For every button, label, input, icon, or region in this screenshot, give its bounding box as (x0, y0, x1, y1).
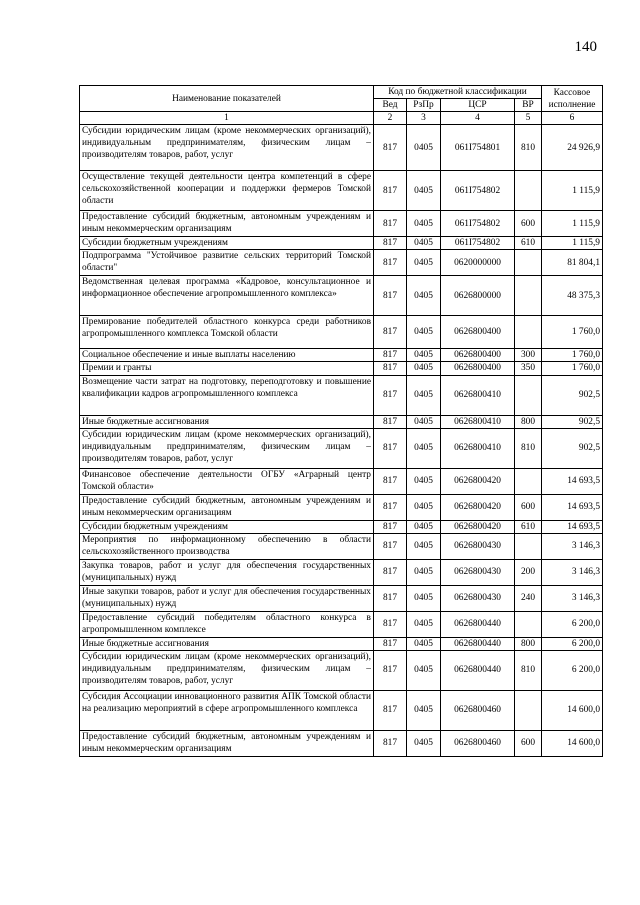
table-row (80, 349, 603, 362)
cell-vr (515, 611, 542, 637)
cell-rzpr: 0405 (407, 468, 441, 494)
cell-rzpr: 0405 (407, 362, 441, 375)
cell-csr: 0626800410 (441, 375, 515, 415)
cell-amount: 14 693,5 (542, 520, 603, 533)
cell-vr: 810 (515, 650, 542, 690)
table-row (80, 730, 603, 756)
cell-rzpr: 0405 (407, 237, 441, 250)
cell-rzpr: 0405 (407, 494, 441, 520)
cell-name: Социальное обеспечение и иные выплаты населению (80, 349, 374, 362)
table-row (80, 533, 603, 559)
cell-name: Субсидии юридическим лицам (кроме некоммерческих организаций), индивидуальным предпринимателям, физическим лицам – производителям товаров, работ, услуг (80, 125, 374, 171)
cell-csr: 0626800420 (441, 520, 515, 533)
column-number: 6 (542, 112, 603, 125)
header-ved: Вед (374, 99, 407, 112)
cell-amount: 3 146,3 (542, 559, 603, 585)
cell-rzpr: 0405 (407, 690, 441, 730)
cell-amount: 24 926,9 (542, 125, 603, 171)
table-row (80, 468, 603, 494)
cell-ved: 817 (374, 276, 407, 316)
cell-vr: 200 (515, 559, 542, 585)
cell-ved: 817 (374, 611, 407, 637)
cell-ved: 817 (374, 494, 407, 520)
cell-name: Иные закупки товаров, работ и услуг для обеспечения государственных (муниципальных) нужд (80, 585, 374, 611)
cell-ved: 817 (374, 250, 407, 276)
cell-amount: 14 600,0 (542, 730, 603, 756)
cell-rzpr: 0405 (407, 316, 441, 349)
table-row (80, 559, 603, 585)
cell-ved: 817 (374, 171, 407, 211)
column-number: 5 (515, 112, 542, 125)
cell-amount: 1 115,9 (542, 211, 603, 237)
cell-ved: 817 (374, 316, 407, 349)
table-row (80, 494, 603, 520)
table-row (80, 276, 603, 316)
cell-csr: 0626800400 (441, 349, 515, 362)
cell-csr: 0626800460 (441, 690, 515, 730)
cell-amount: 902,5 (542, 428, 603, 468)
cell-rzpr: 0405 (407, 171, 441, 211)
cell-csr: 0626800430 (441, 585, 515, 611)
cell-name: Предоставление субсидий победителям областного конкурса в агропромышленном комплексе (80, 611, 374, 637)
column-number: 1 (80, 112, 374, 125)
cell-amount: 902,5 (542, 415, 603, 428)
cell-vr: 810 (515, 125, 542, 171)
cell-ved: 817 (374, 730, 407, 756)
cell-name: Финансовое обеспечение деятельности ОГБУ «Аграрный центр Томской области» (80, 468, 374, 494)
column-number: 3 (407, 112, 441, 125)
table-row (80, 611, 603, 637)
cell-vr: 600 (515, 211, 542, 237)
cell-name: Субсидия Ассоциации инновационного развития АПК Томской области на реализацию мероприятий в сфере агропромышленного комплекса (80, 690, 374, 730)
cell-rzpr: 0405 (407, 650, 441, 690)
cell-amount: 1 760,0 (542, 362, 603, 375)
cell-ved: 817 (374, 690, 407, 730)
cell-rzpr: 0405 (407, 415, 441, 428)
cell-amount: 3 146,3 (542, 585, 603, 611)
cell-ved: 817 (374, 637, 407, 650)
cell-ved: 817 (374, 468, 407, 494)
cell-name: Мероприятия по информационному обеспечению в области сельскохозяйственного производства (80, 533, 374, 559)
cell-vr: 610 (515, 237, 542, 250)
cell-csr: 0626800400 (441, 316, 515, 349)
header-code-group: Код по бюджетной классификации (374, 86, 542, 99)
table-row (80, 362, 603, 375)
cell-vr: 600 (515, 730, 542, 756)
table-row (80, 650, 603, 690)
cell-ved: 817 (374, 362, 407, 375)
column-number: 4 (441, 112, 515, 125)
cell-name: Предоставление субсидий бюджетным, автономным учреждениям и иным некоммерческим организациям (80, 211, 374, 237)
table-row (80, 316, 603, 349)
header-rzpr: РзПр (407, 99, 441, 112)
cell-ved: 817 (374, 375, 407, 415)
table-row (80, 637, 603, 650)
cell-ved: 817 (374, 520, 407, 533)
cell-vr: 610 (515, 520, 542, 533)
cell-csr: 061I754801 (441, 125, 515, 171)
cell-csr: 0626800420 (441, 494, 515, 520)
cell-amount: 81 804,1 (542, 250, 603, 276)
cell-csr: 0626800430 (441, 533, 515, 559)
cell-vr: 300 (515, 349, 542, 362)
cell-ved: 817 (374, 349, 407, 362)
cell-rzpr: 0405 (407, 611, 441, 637)
cell-csr: 0626800440 (441, 611, 515, 637)
cell-name: Субсидии бюджетным учреждениям (80, 237, 374, 250)
cell-ved: 817 (374, 559, 407, 585)
cell-amount: 48 375,3 (542, 276, 603, 316)
cell-name: Осуществление текущей деятельности центра компетенций в сфере сельскохозяйственной кооперации и поддержки фермеров Томской области (80, 171, 374, 211)
cell-vr: 800 (515, 637, 542, 650)
cell-name: Субсидии бюджетным учреждениям (80, 520, 374, 533)
cell-csr: 061I754802 (441, 211, 515, 237)
table-row (80, 125, 603, 171)
cell-csr: 0626800420 (441, 468, 515, 494)
cell-ved: 817 (374, 585, 407, 611)
cell-name: Иные бюджетные ассигнования (80, 415, 374, 428)
cell-ved: 817 (374, 533, 407, 559)
cell-rzpr: 0405 (407, 533, 441, 559)
cell-csr: 0626800430 (441, 559, 515, 585)
cell-ved: 817 (374, 428, 407, 468)
cell-csr: 0626800000 (441, 276, 515, 316)
cell-name: Субсидии юридическим лицам (кроме некоммерческих организаций), индивидуальным предпринимателям, физическим лицам – производителям товаров, работ, услуг (80, 428, 374, 468)
cell-amount: 1 115,9 (542, 237, 603, 250)
cell-csr: 0626800400 (441, 362, 515, 375)
cell-vr (515, 375, 542, 415)
cell-name: Субсидии юридическим лицам (кроме некоммерческих организаций), индивидуальным предпринимателям, физическим лицам – производителям товаров, работ, услуг (80, 650, 374, 690)
cell-rzpr: 0405 (407, 559, 441, 585)
cell-csr: 061I754802 (441, 171, 515, 211)
cell-rzpr: 0405 (407, 125, 441, 171)
header-cash: Кассовое исполнение (542, 86, 603, 112)
table-row (80, 211, 603, 237)
cell-amount: 3 146,3 (542, 533, 603, 559)
cell-rzpr: 0405 (407, 637, 441, 650)
table-row (80, 585, 603, 611)
table-row (80, 375, 603, 415)
cell-vr: 240 (515, 585, 542, 611)
table-row (80, 690, 603, 730)
header-csr: ЦСР (441, 99, 515, 112)
cell-csr: 0626800410 (441, 415, 515, 428)
cell-amount: 1 760,0 (542, 349, 603, 362)
cell-name: Иные бюджетные ассигнования (80, 637, 374, 650)
table-row (80, 415, 603, 428)
cell-csr: 061I754802 (441, 237, 515, 250)
cell-amount: 6 200,0 (542, 611, 603, 637)
budget-table (79, 85, 603, 757)
cell-vr: 600 (515, 494, 542, 520)
cell-rzpr: 0405 (407, 349, 441, 362)
cell-rzpr: 0405 (407, 428, 441, 468)
cell-rzpr: 0405 (407, 250, 441, 276)
cell-rzpr: 0405 (407, 520, 441, 533)
cell-name: Премии и гранты (80, 362, 374, 375)
cell-vr: 800 (515, 415, 542, 428)
cell-amount: 6 200,0 (542, 637, 603, 650)
column-number: 2 (374, 112, 407, 125)
cell-ved: 817 (374, 237, 407, 250)
cell-vr (515, 690, 542, 730)
cell-amount: 14 600,0 (542, 690, 603, 730)
cell-ved: 817 (374, 415, 407, 428)
cell-csr: 0626800410 (441, 428, 515, 468)
cell-rzpr: 0405 (407, 375, 441, 415)
table-row (80, 171, 603, 211)
cell-vr: 810 (515, 428, 542, 468)
cell-vr (515, 250, 542, 276)
header-name: Наименование показателей (80, 86, 374, 112)
cell-vr (515, 533, 542, 559)
cell-rzpr: 0405 (407, 276, 441, 316)
cell-vr: 350 (515, 362, 542, 375)
cell-name: Предоставление субсидий бюджетным, автономным учреждениям и иным некоммерческим организациям (80, 730, 374, 756)
cell-name: Возмещение части затрат на подготовку, переподготовку и повышение квалификации кадров агропромышленного комплекса (80, 375, 374, 415)
table-row (80, 237, 603, 250)
cell-name: Закупка товаров, работ и услуг для обеспечения государственных (муниципальных) нужд (80, 559, 374, 585)
cell-csr: 0626800460 (441, 730, 515, 756)
page-number: 140 (574, 39, 597, 55)
cell-rzpr: 0405 (407, 211, 441, 237)
cell-amount: 1 115,9 (542, 171, 603, 211)
cell-csr: 0626800440 (441, 637, 515, 650)
cell-rzpr: 0405 (407, 730, 441, 756)
cell-vr (515, 276, 542, 316)
table-row (80, 520, 603, 533)
table-row (80, 428, 603, 468)
cell-csr: 0626800440 (441, 650, 515, 690)
cell-amount: 1 760,0 (542, 316, 603, 349)
cell-csr: 0620000000 (441, 250, 515, 276)
cell-vr (515, 171, 542, 211)
cell-rzpr: 0405 (407, 585, 441, 611)
cell-name: Предоставление субсидий бюджетным, автономным учреждениям и иным некоммерческим организациям (80, 494, 374, 520)
column-number-row (80, 112, 603, 125)
cell-ved: 817 (374, 211, 407, 237)
cell-amount: 14 693,5 (542, 494, 603, 520)
cell-amount: 14 693,5 (542, 468, 603, 494)
cell-vr (515, 316, 542, 349)
cell-ved: 817 (374, 125, 407, 171)
cell-amount: 6 200,0 (542, 650, 603, 690)
cell-name: Ведомственная целевая программа «Кадровое, консультационное и информационное обеспечение агропромышленного комплекса» (80, 276, 374, 316)
cell-amount: 902,5 (542, 375, 603, 415)
cell-name: Премирование победителей областного конкурса среди работников агропромышленного комплекса Томской области (80, 316, 374, 349)
header-vr: ВР (515, 99, 542, 112)
cell-vr (515, 468, 542, 494)
cell-ved: 817 (374, 650, 407, 690)
table-row (80, 250, 603, 276)
cell-name: Подпрограмма "Устойчивое развитие сельских территорий Томской области" (80, 250, 374, 276)
